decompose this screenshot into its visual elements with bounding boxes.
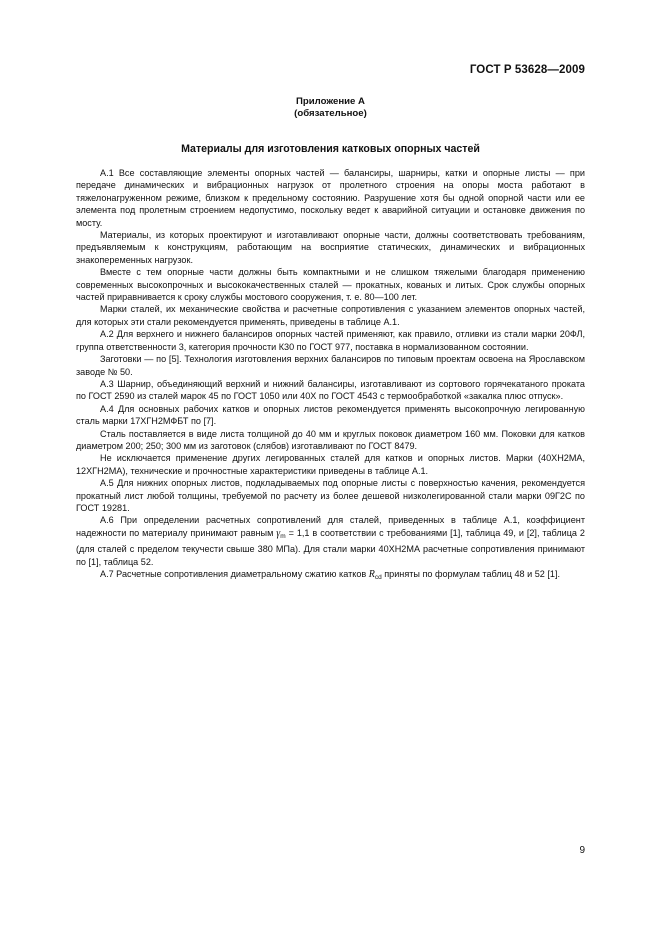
paragraph-steel-supply: Сталь поставляется в виде листа толщиной до 40 мм и круглых поковок диаметром 160 мм. Поковки для катков диаметром 200; 250; 300 мм из заготовок (слябов) изготавливают по ГОСТ 8479.	[76, 428, 585, 451]
paragraph-service-life: Вместе с тем опорные части должны быть компактными и не слишком тяжелыми благодаря применению современных высокопрочных и высококачественных сталей — прокатных, кованых и литых. Срок службы опорных частей приравнивается к сроку службы мостового сооружения, т. е. 80—100 лет.	[76, 267, 585, 303]
paragraph-steel-grades: Марки сталей, их механические свойства и расчетные сопротивления с указанием элементов опорных частей, для которых эти стали рекомендуется применять, приведены в таблице А.1.	[76, 304, 585, 327]
annex-status: (обязательное)	[294, 108, 367, 119]
paragraph-a4: А.4 Для основных рабочих катков и опорных листов рекомендуется применять высокопрочную легированную сталь марки 17ХГН2МФБТ по [7].	[76, 403, 585, 427]
paragraph-a6: А.6 При определении расчетных сопротивлений для сталей, приведенных в таблице А.1, коэффициент надежности по материалу принимают равным $\gamma_m = 1,1$ в соответствии с требованиями [1], таблица 49, и [2], таблица 2 (для сталей с пределом текучести свыше 380 МПа). Для стали марки 40ХН2МА расчетные сопротивления принимают по [1], таблица 52.	[76, 515, 585, 567]
body-text	[76, 167, 585, 584]
paragraph-blanks: Заготовки — по [5]. Технология изготовления верхних балансиров по типовым проектам освоена на Ярославском заводе № 50.	[76, 354, 585, 377]
annex-title: Приложение А	[296, 96, 365, 107]
gamma-symbol: γ	[276, 527, 281, 539]
r-symbol: R	[368, 569, 375, 580]
paragraph-materials: Материалы, из которых проектируют и изготавливают опорные части, должны соответствовать требованиям, предъявляемым к конструкциям, работающим на восприятие статических, динамических и вибрационных знакопеременных нагрузок.	[76, 230, 585, 265]
document-code: ГОСТ Р 53628—2009	[469, 64, 585, 76]
paragraph-a1: А.1 Все составляющие элементы опорных частей — балансиры, шарниры, катки и опорные листы — при передаче динамических и вибрационных нагрузок от пролетного строения на опоры моста работают в тяжелонагруженном режиме, близком к предельному состоянию. Разрушение хотя бы одной опорной части или ее элемента под пролетным строением недопустимо, поскольку ведет к аварийной ситуации и остановке движения по мосту.	[76, 168, 585, 228]
paragraph-a3: А.3 Шарнир, объединяющий верхний и нижний балансиры, изготавливают из сортового горячекатаного проката по ГОСТ 2590 из сталей марок 45 по ГОСТ 1050 или 40Х по ГОСТ 4543 с термообработкой «закалка плюс отпуск».	[76, 378, 585, 402]
paragraph-a7: А.7 Расчетные сопротивления диаметральному сжатию катков $R_{cd}$ приняты по формулам таблиц 48 и 52 [1].	[100, 569, 560, 581]
paragraph-a2: А.2 Для верхнего и нижнего балансиров опорных частей применяют, как правило, отливки из стали марки 20ФЛ, группа ответственности 3, категория прочности К30 по ГОСТ 977, поставка в нормализованном состоянии.	[76, 329, 585, 352]
page-number: 9	[579, 845, 585, 856]
paragraph-a5: А.5 Для нижних опорных листов, подкладываемых под опорные листы с поверхностью качения, рекомендуется прокатный лист любой толщины, требуемой по расчету из более дешевой низколегированной стали марки 09Г2С по ГОСТ 19281.	[76, 478, 585, 513]
annex-header	[0, 96, 661, 120]
paragraph-other-steels: Не исключается применение других легированных сталей для катков и опорных листов. Марки (40ХН2МА, 12ХГН2МА), технические и прочностные характеристики приведены в таблице А.1.	[76, 453, 585, 476]
annex-heading: Материалы для изготовления катковых опорных частей	[181, 143, 480, 155]
